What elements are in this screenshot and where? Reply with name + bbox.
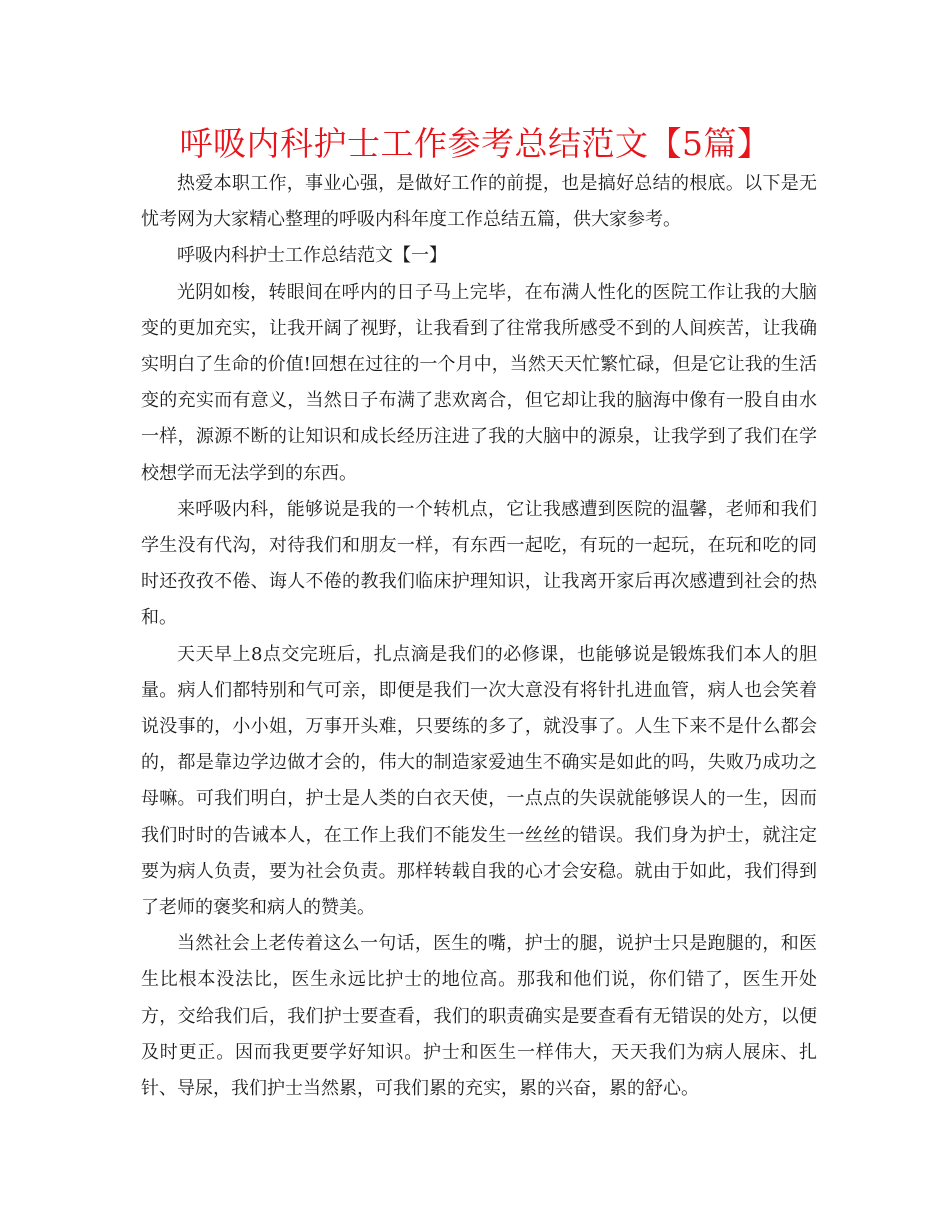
body-paragraph: 天天早上8点交完班后，扎点滴是我们的必修课，也能够说是锻炼我们本人的胆量。病人们都特别和气可亲，即便是我们一次大意没有将针扎进血管，病人也会笑着说没事的，小小姐，万事开头难，只要练的多了，就没事了。人生下来不是什么都会的，都是靠边学边做才会的，伟大的制造家爱迪生不确实是如此的吗，失败乃成功之母嘛。可我们明白，护士是人类的白衣天使，一点点的失误就能够误人的一生，因而我们时时的告诫本人，在工作上我们不能发生一丝丝的错误。我们身为护士，就注定要为病人负责，要为社会负责。那样转载自我的心才会安稳。就由于如此，我们得到了老师的褒奖和病人的赞美。 <box>141 643 817 919</box>
section-heading: 呼吸内科护士工作总结范文【一】 <box>177 245 447 267</box>
document-title: 呼吸内科护士工作参考总结范文【5篇】 <box>179 124 771 163</box>
body-paragraph: 当然社会上老传着这么一句话，医生的嘴，护士的腿，说护士只是跑腿的，和医生比根本没法比，医生永远比护士的地位高。那我和他们说，你们错了，医生开处方，交给我们后，我们护士要查看，我们的职责确实是要查看有无错误的处方，以便及时更正。因而我更要学好知识。护士和医生一样伟大，天天我们为病人展床、扎针、导尿，我们护士当然累，可我们累的充实，累的兴奋，累的舒心。 <box>141 933 817 1100</box>
body-paragraph: 来呼吸内科，能够说是我的一个转机点，它让我感遭到医院的温馨，老师和我们学生没有代沟，对待我们和朋友一样，有东西一起吃，有玩的一起玩，在玩和吃的同时还孜孜不倦、诲人不倦的教我们临床护理知识，让我离开家后再次感遭到社会的热和。 <box>141 498 817 629</box>
body-paragraph: 光阴如梭，转眼间在呼内的日子马上完毕，在布满人性化的医院工作让我的大脑变的更加充实，让我开阔了视野，让我看到了往常我所感受不到的人间疾苦，让我确实明白了生命的价值!回想在过往的一个月中，当然天天忙繁忙碌，但是它让我的生活变的充实而有意义，当然日子布满了悲欢离合，但它却让我的脑海中像有一股自由水一样，源源不断的让知识和成长经历注进了我的大脑中的源泉，让我学到了我们在学校想学而无法学到的东西。 <box>141 281 817 484</box>
intro-paragraph: 热爱本职工作，事业心强，是做好工作的前提，也是搞好总结的根底。以下是无忧考网为大家精心整理的呼吸内科年度工作总结五篇，供大家参考。 <box>141 173 817 231</box>
document-body <box>141 166 817 1107</box>
